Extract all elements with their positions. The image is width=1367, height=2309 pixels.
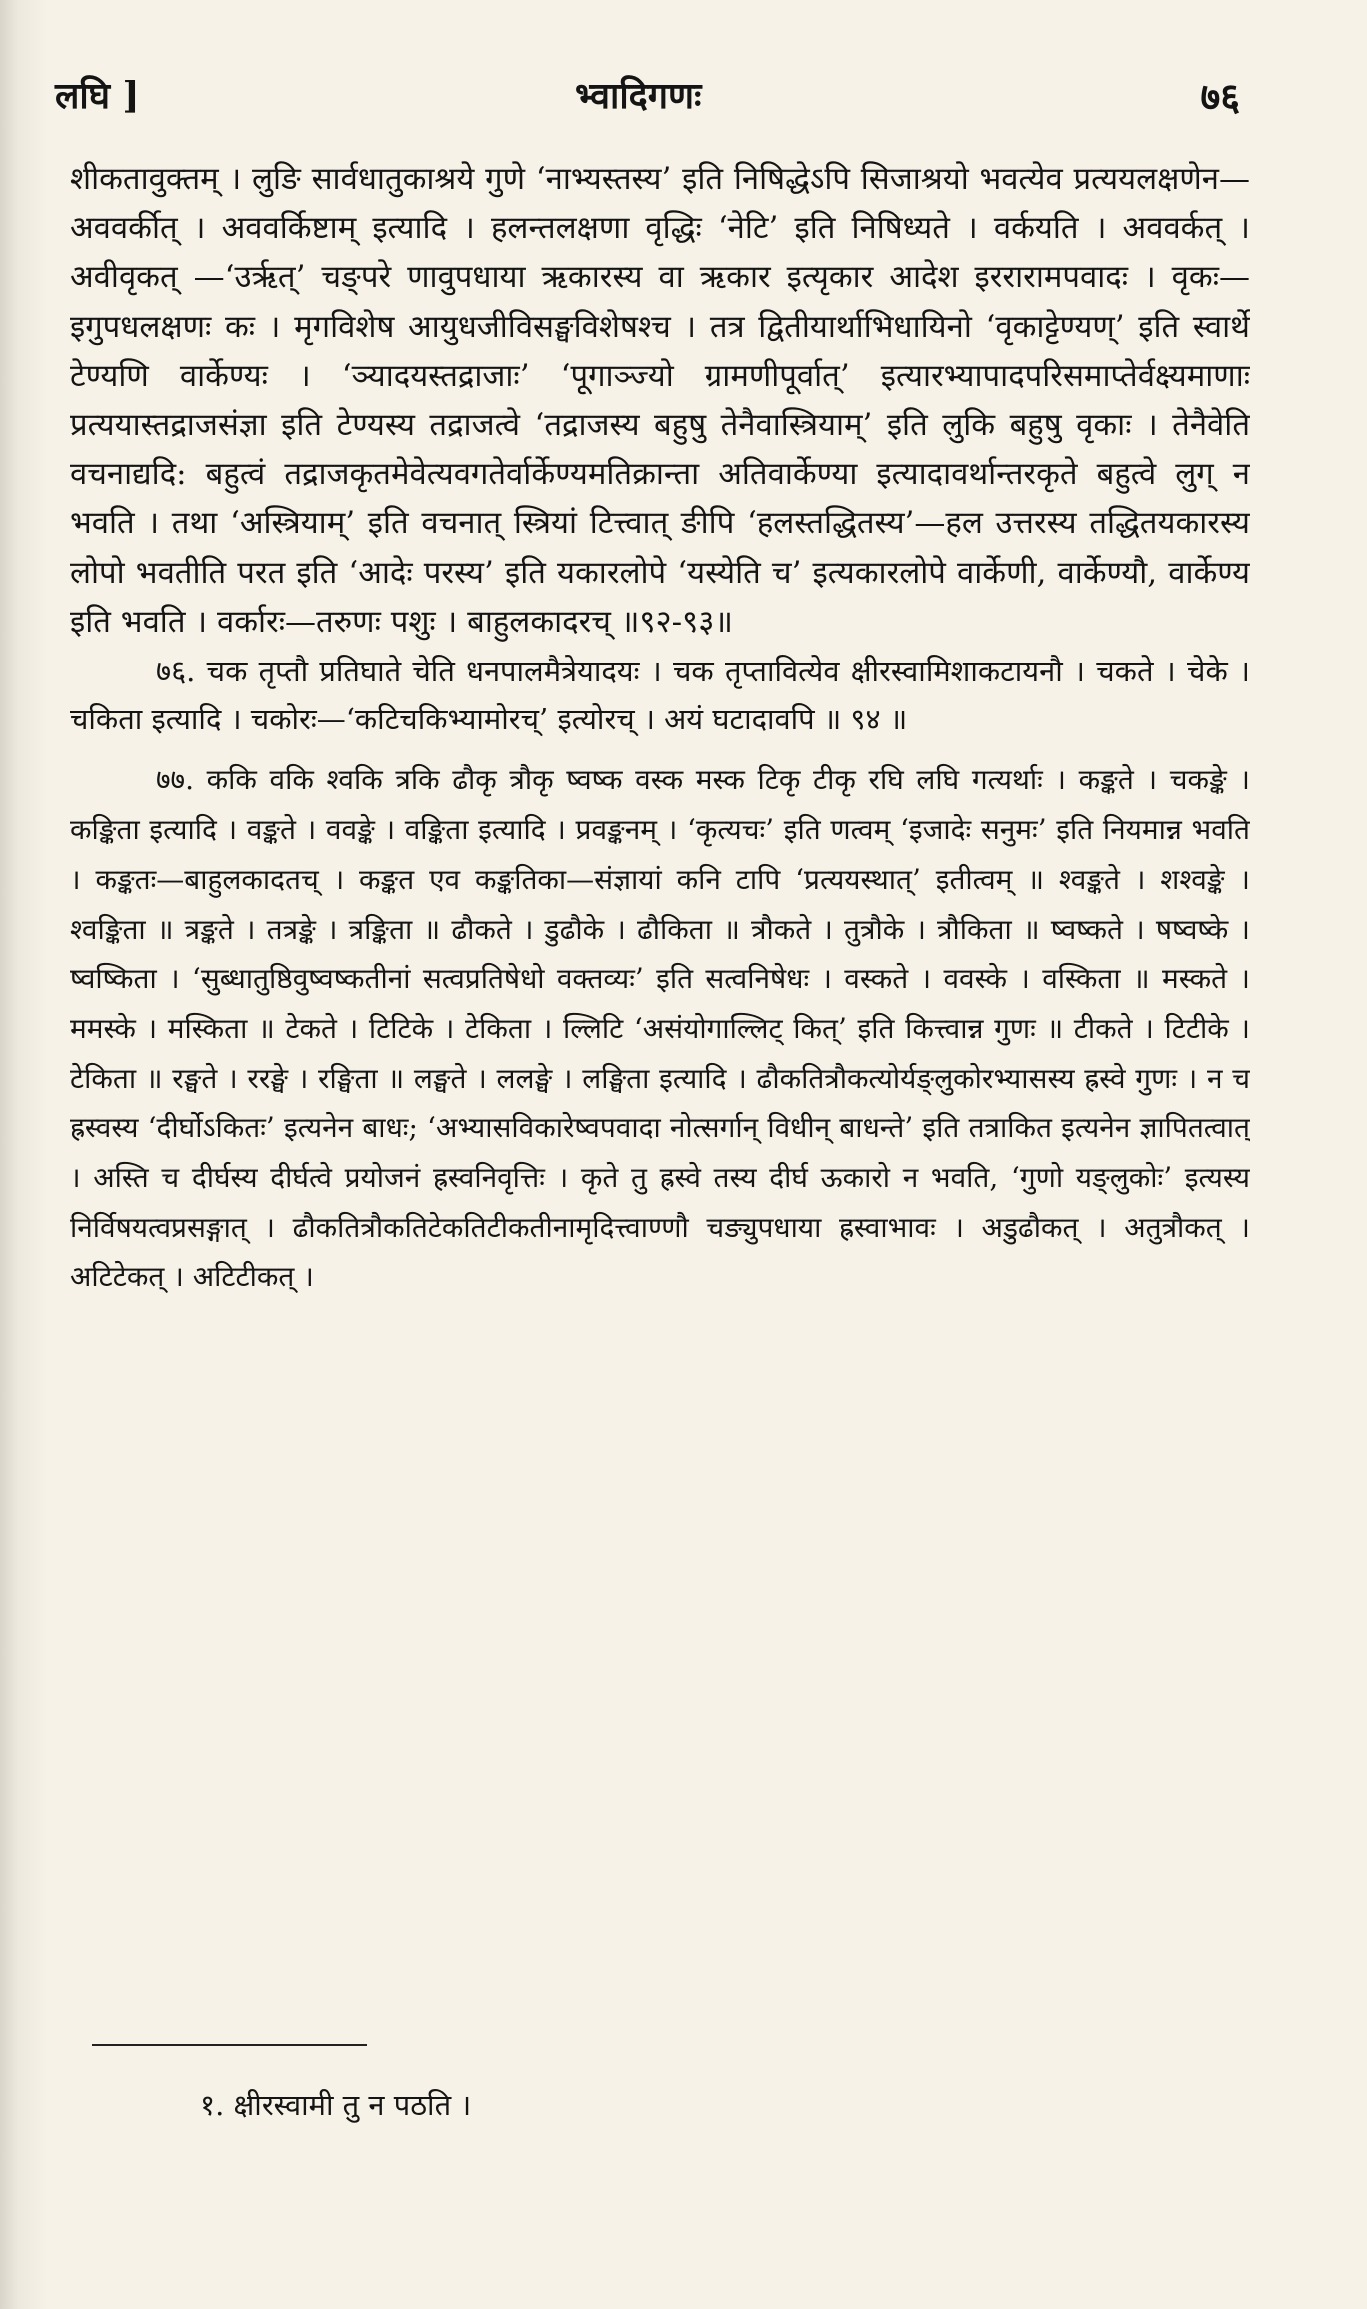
footnote-divider xyxy=(92,2044,367,2046)
header-left-text: लघि ] xyxy=(55,75,140,117)
paragraph-1: शीकतावुक्तम् । लुङि सार्वधातुकाश्रये गुणे ‘नाभ्यस्तस्य’ इति निषिद्धेऽपि सिजाश्रयो भवत्येव प्रत्ययलक्षणेन—अववर्कीत् । अववर्किष्टाम् इत्यादि । हलन्तलक्षणा वृद्धिः ‘नेटि’ इति निषिध्यते । वर्कयति । अववर्कत् । अवीवृकत् —‘उर्ऋत्’ चङ्परे णावुपधाया ऋकारस्य वा ऋकार इत्यृकार आदेश इररारामपवादः । वृकः—इगुपधलक्षणः कः । मृगविशेष आयुधजीविसङ्घविशेषश्च । तत्र द्वितीयार्थाभिधायिनो ‘वृकाट्टेण्यण्’ इति स्वार्थे टेण्यणि वार्केण्यः । ‘ञ्यादयस्तद्राजाः’ ‘पूगाञ्ज्यो ग्रामणीपूर्वात्’ इत्यारभ्यापादपरिसमाप्तेर्वक्ष्यमाणाः प्रत्ययास्तद्राजसंज्ञा इति टेण्यस्य तद्राजत्वे ‘तद्राजस्य बहुषु तेनैवास्त्रियाम्’ इति लुकि बहुषु वृकाः । तेनैवेति वचनाद्यदि: बहुत्वं तद्राजकृतमेवेत्यवगतेर्वार्केण्यमतिक्रान्ता अतिवार्केण्या इत्यादावर्थान्तरकृते बहुत्वे लुग् न भवति । तथा ‘अस्त्रियाम्’ इति वचनात् स्त्रियां टित्त्वात् ङीपि ‘हलस्तद्धितस्य’—हल उत्तरस्य तद्धितयकारस्य लोपो भवतीति परत इति ‘आदेः परस्य’ इति यकारलोपे ‘यस्येति च’ इत्यकारलोपे वार्केणी, वार्केण्यौ, वार्केण्य इति भवति । वर्कारः—तरुणः पशुः । बाहुलकादरच् ॥९२-९३॥ xyxy=(70,161,1250,640)
header-section-title: भ्वादिगणः xyxy=(575,75,702,117)
paragraph-76: ७६. चक तृप्तौ प्रतिघाते चेति धनपालमैत्रेयादयः । चक तृप्तावित्येव क्षीरस्वामिशाकटायनौ । चकते । चेके । चकिता इत्यादि । चकोरः—‘कटिचकिभ्यामोरच्’ इत्योरच् । अयं घटादावपि ॥ ९४ ॥ xyxy=(70,654,1250,737)
footnote-text: १. क्षीरस्वामी तु न पठति । xyxy=(200,2088,472,2122)
page-number: ७६ xyxy=(1200,74,1240,119)
paragraph-77: ७७. ककि वकि श्वकि त्रकि ढौकृ त्रौकृ ष्वष्क वस्क मस्क टिकृ टीकृ रघि लघि गत्यर्थाः । कङ्कते । चकङ्के । कङ्किता इत्यादि । वङ्कते । ववङ्के । वङ्किता इत्यादि । प्रवङ्कनम् । ‘कृत्यचः’ इति णत्वम् ‘इजादेः सनुमः’ इति नियमान्न भवति । कङ्कतः—बाहुलकादतच् । कङ्कत एव कङ्कतिका—संज्ञायां कनि टापि ‘प्रत्ययस्थात्’ इतीत्वम् ॥ श्वङ्कते । शश्वङ्के । श्वङ्किता ॥ त्रङ्कते । तत्रङ्के । त्रङ्किता ॥ ढौकते । डुढौके । ढौकिता ॥ त्रौकते । तुत्रौके । त्रौकिता ॥ ष्वष्कते । षष्वष्के । ष्वष्किता । ‘सुब्धातुष्ठिवुष्वष्कतीनां सत्वप्रतिषेधो वक्तव्यः’ इति सत्वनिषेधः । वस्कते । ववस्के । वस्किता ॥ मस्कते । ममस्के । मस्किता ॥ टेकते । टिटिके । टेकिता । ल्लिटि ‘असंयोगाल्लिट् कित्’ इति कित्त्वान्न गुणः ॥ टीकते । टिटीके । टेकिता ॥ रङ्घते । ररङ्घे । रङ्घिता ॥ लङ्घते । ललङ्घे । लङ्घिता इत्यादि । ढौकतित्रौकत्योर्यङ्लुकोरभ्यासस्य ह्रस्वे गुणः । न च ह्रस्वस्य ‘दीर्घोऽकितः’ इत्यनेन बाधः; ‘अभ्यासविकारेष्वपवादा नोत्सर्गान् विधीन् बाधन्ते’ इति तत्राकित इत्यनेन ज्ञापितत्वात् । अस्ति च दीर्घस्य दीर्घत्वे प्रयोजनं ह्रस्वनिवृत्तिः । कृते तु ह्रस्वे तस्य दीर्घ ऊकारो न भवति, ‘गुणो यङ्लुकोः’ इत्यस्य निर्विषयत्वप्रसङ्गात् । ढौकतित्रौकतिटेकतिटीकतीनामृदित्त्वाण्णौ चङ्युपधाया ह्रस्वाभावः । अडुढौकत् । अतुत्रौकत् । अटिटेकत् । अटिटीकत् । xyxy=(70,763,1250,1294)
running-header xyxy=(55,70,1240,122)
main-text-block xyxy=(70,155,1250,2020)
